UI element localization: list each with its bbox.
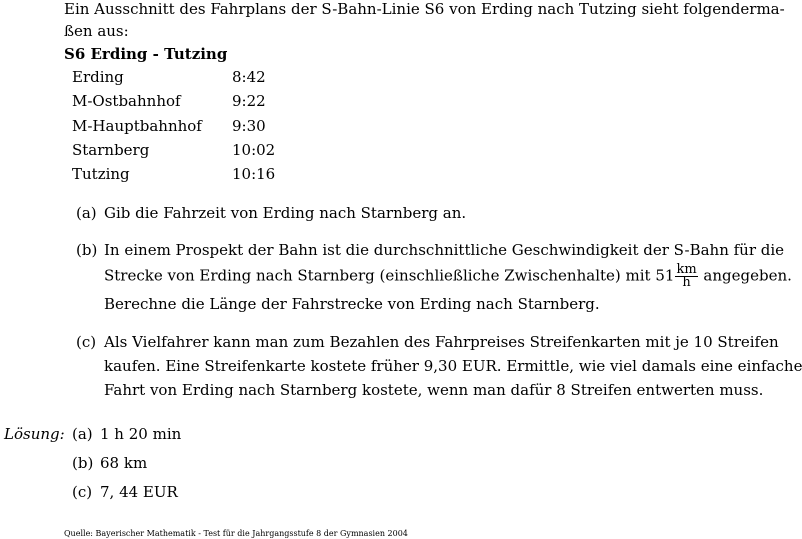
timetable-time: 9:22: [232, 92, 266, 110]
question-b-line-1: In einem Prospekt der Bahn ist die durchschnittliche Geschwindigkeit der S-Bahn für die: [104, 241, 785, 259]
source-note: Quelle: Bayerischer Mathematik - Test für die Jahrgangsstufe 8 der Gymnasien 2004: [64, 529, 408, 538]
question-c-line-2: kaufen. Eine Streifenkarte kostete früher 9,30 EUR. Ermittle, wie viel damals eine einfache: [104, 357, 802, 375]
timetable-station: M-Ostbahnhof: [72, 92, 181, 110]
solution-item-label: (a): [72, 425, 93, 443]
intro-line-2: ßen aus:: [64, 22, 129, 40]
timetable-time: 8:42: [232, 68, 266, 86]
timetable-time: 10:02: [232, 141, 276, 159]
timetable-time: 10:16: [232, 165, 276, 183]
solution-item-label: (b): [72, 454, 94, 472]
question-b-line-2-post: angegeben.: [698, 266, 792, 285]
solution-item-text: 68 km: [100, 454, 148, 472]
solution-item-label: (c): [72, 483, 93, 501]
question-a-label: (a): [76, 204, 97, 222]
unit-numerator: km: [676, 262, 697, 277]
question-b-line-2-pre: Strecke von Erding nach Starnberg (einschließliche Zwischenhalte) mit 51: [104, 266, 675, 285]
solution-label: Lösung:: [4, 425, 65, 443]
question-c-line-3: Fahrt von Erding nach Starnberg kostete, wenn man dafür 8 Streifen entwerten muss.: [104, 381, 764, 399]
question-c-line-1: Als Vielfahrer kann man zum Bezahlen des Fahrpreises Streifenkarten mit je 10 Streifen: [104, 333, 779, 351]
solution-item-text: 1 h 20 min: [100, 425, 182, 443]
speed-unit-fraction: [675, 264, 697, 289]
question-c-label: (c): [76, 333, 97, 351]
timetable-station: Erding: [72, 68, 124, 86]
question-a-text: Gib die Fahrzeit von Erding nach Starnberg an.: [104, 204, 467, 222]
question-b-line-3: Berechne die Länge der Fahrstrecke von Erding nach Starnberg.: [104, 295, 600, 313]
timetable-heading: S6 Erding - Tutzing: [64, 45, 228, 63]
timetable-station: Starnberg: [72, 141, 150, 159]
timetable-station: M-Hauptbahnhof: [72, 117, 202, 135]
solution-item-text: 7, 44 EUR: [100, 483, 178, 501]
intro-line-1: Ein Ausschnitt des Fahrplans der S-Bahn-Linie S6 von Erding nach Tutzing sieht folgenderma-: [64, 0, 785, 18]
question-b-label: (b): [76, 241, 98, 259]
question-b-line-2: [104, 264, 792, 289]
timetable-station: Tutzing: [72, 165, 130, 183]
timetable-time: 9:30: [232, 117, 266, 135]
unit-denominator: h: [682, 275, 691, 290]
